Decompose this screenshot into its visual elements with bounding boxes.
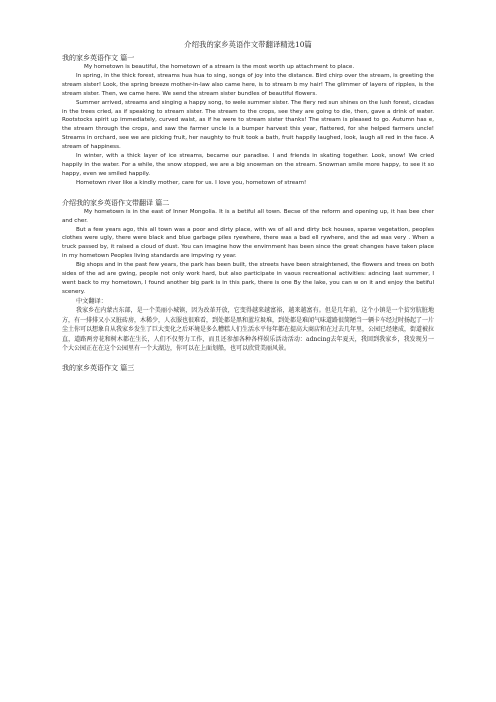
paragraph: But a few years ago, this all town was a poor and dirty place, with ws of all and dirty bck houses, sparse vegetation, peoples clothes were ugly, there were black and blue garbage piles ryewhere, there was a bad ell rywhere, and the ad was very . When a truck passed by, it raised a cloud of dust. You can imagine how the envirnment has been since the great changes have taken place in my hometown Peoples living standards are impving ry year. <box>62 226 434 260</box>
translation-paragraph: 我家乡在内蒙古东部，是一个美丽小城镇，因为改革开放，它变得越来越富裕，越来越富有。但是几年前，这个小镇是一个贫穷肮脏地方，有一排排又小又脏砖房，木稀少，人衣服也很难看，到处都是黑和蓝垃圾堆，到处都是难闻气味道路很简陋当一辆卡车经过时扬起了一片尘土你可以想象自从我家乡发生了巨大变化之后环境是多么糟糕人们生活水平每年都在提高大商店和在过去几年里，公园已经建成，街道被拉直，道路两旁花和树木都在生长，人们不仅努力工作，而且还参加各种各样娱乐活动活动：adncing去年夏天，我回到我家乡，我发现另一个大公园正在在这个公园里有一个大湖边，你可以在上面划船，也可以欣赏美丽风景。 <box>62 307 435 352</box>
paragraph: Big shops and in the past few years, the park has been built, the streets have been straightened, the flowers and trees on both sides of the ad are gwing, people not only work hard, but also participate in vaous recreational activities: adncing last summer, I went back to my hometown, I found another big park is in this park, there is one By the lake, you can w on it and enjoy the betiful scenery. <box>62 262 434 295</box>
paragraph: My hometown is beautiful, the hometown of a stream is the most worth up attachment to place. <box>84 64 355 70</box>
section-heading-1: 我的家乡英语作文 篇一 <box>62 54 135 62</box>
paragraph: In winter, with a thick layer of ice streams, became our paradise. I and friends in skating together. Look, snow! We cried happily in the water. For a while, the snow stopped, we are a big snowman on the stream. Snowman smile more happy, to see it so happy, even we smiled happily. <box>62 153 434 177</box>
paragraph: In spring, in the thick forest, streams hua hua to sing, songs of joy into the distance. Bird chirp over the stream, is greeting the stream sister! Look, the spring breeze mother-in-law also came here, is to stream b my hair! The glimmer of layers of ripples, is the stream sister. Then, we came here. We send the stream sister bundles of beautiful flowers. <box>62 72 434 97</box>
document-title: 介绍我的家乡英语作文带翻译精选10篇 <box>184 40 312 49</box>
paragraph: Summer arrived, streams and singing a happy song, to wele summer sister. The fiery red sun shines on the lush forest, cicadas in the trees cried, as if speaking to stream sister. The stream to the crops, see they are going to die, then, gave a drink of water. Rootstocks spirit up immediately, curved waist, as if he were to stream sister thanks! The stream is pleased to go. Autumn has e, the stream through the crops, and saw the farmer uncle is a bumper harvest this year, flattered, for she helped farmers uncle! Streams in orchard, see we are picking fruit, her naughty to fruit took a bath, fruit happily laughed, look, laugh all red in the face. A stream of happiness. <box>62 99 434 151</box>
paragraph: Hometown river like a kindly mother, care for us. I love you, hometown of stream! <box>76 179 307 186</box>
section-heading-3: 我的家乡英语作文 篇三 <box>62 364 135 373</box>
paragraph: My hometown is in the east of Inner Mongolia. It is a betiful all town. Becse of the reform and opening up, it has bee cher and cher. <box>62 208 434 224</box>
translation-label: 中文翻译： <box>76 297 107 305</box>
section-heading-2: 介绍我的家乡英语作文带翻译 篇二 <box>62 198 170 207</box>
document-page <box>62 40 434 373</box>
